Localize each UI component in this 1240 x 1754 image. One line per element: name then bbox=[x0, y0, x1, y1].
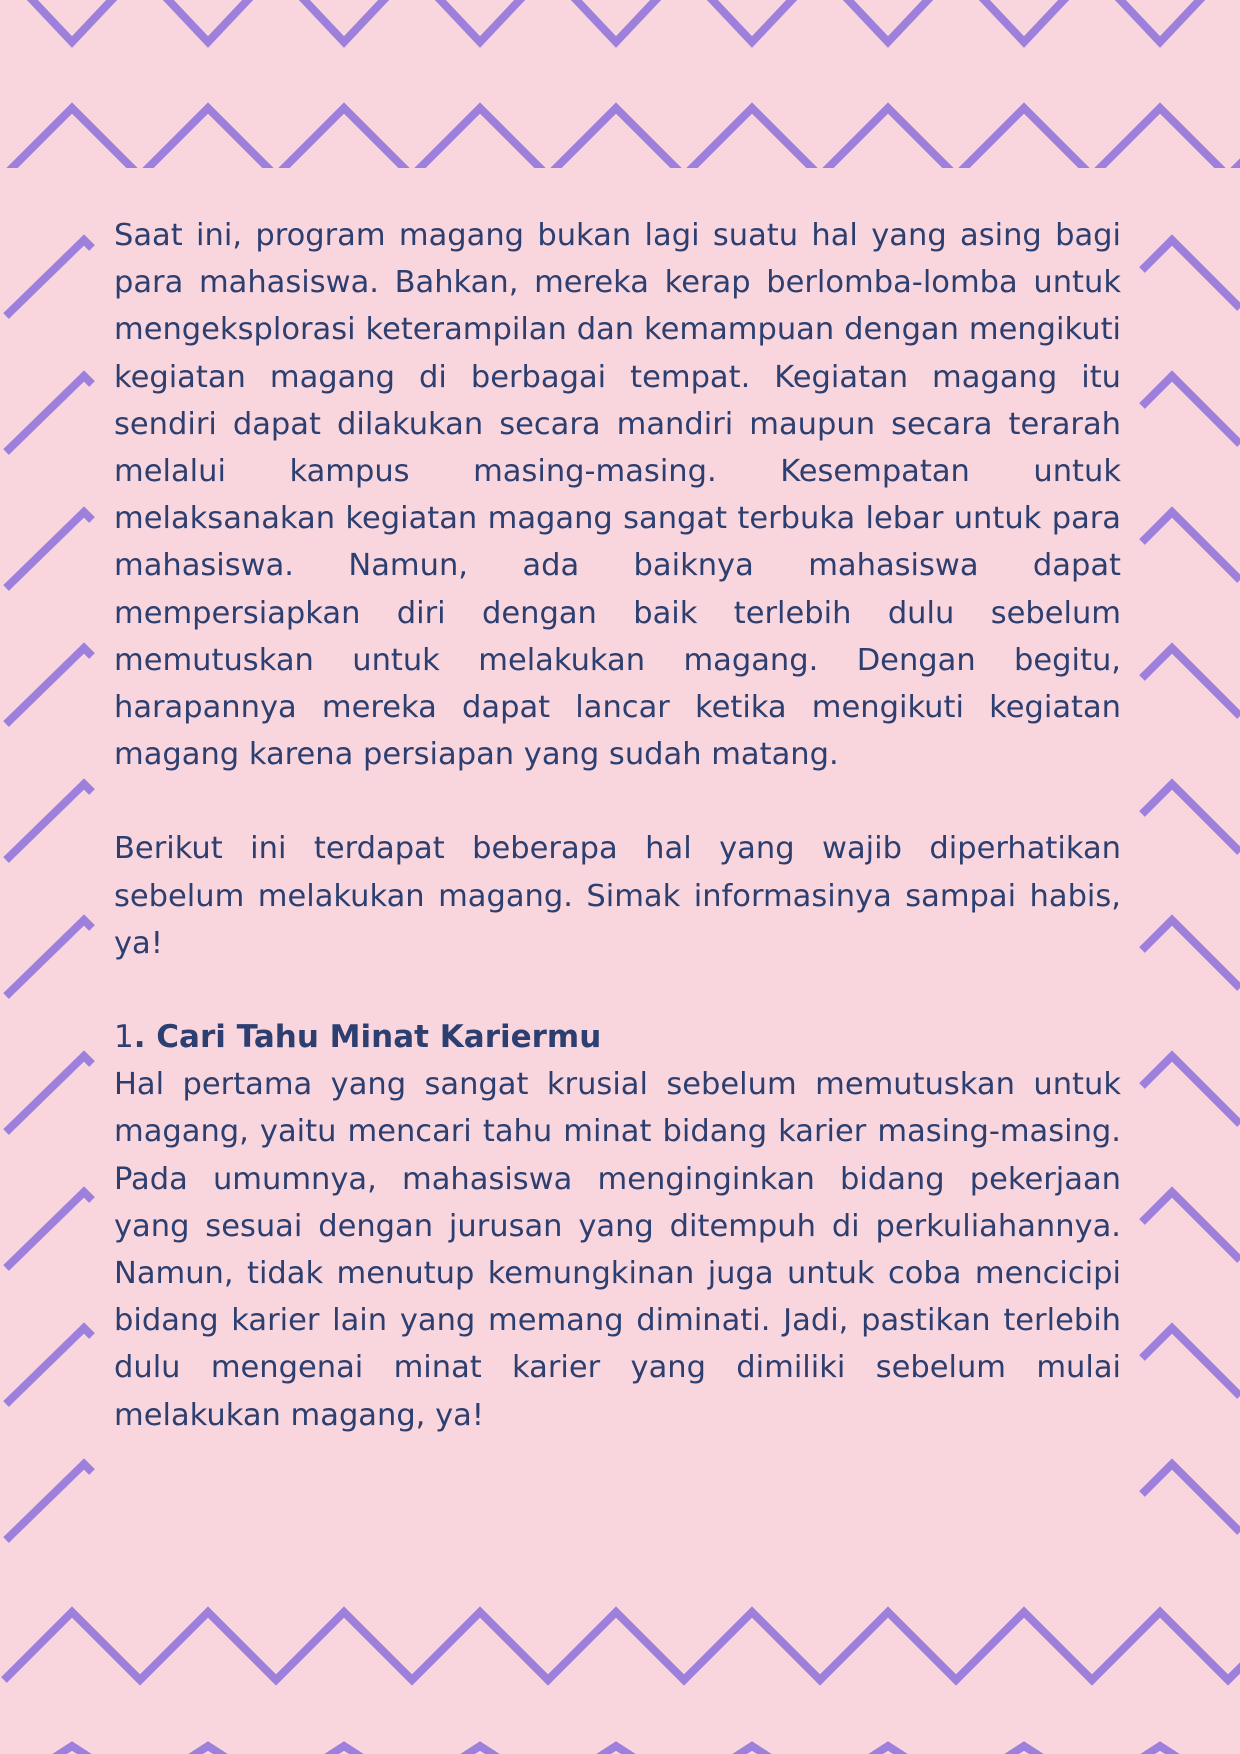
second-zigzag-line bbox=[4, 108, 1240, 176]
section-1-title: . Cari Tahu Minat Kariermu bbox=[133, 1019, 602, 1056]
last-zigzag-line bbox=[4, 1746, 1240, 1754]
paragraph-spacer bbox=[114, 967, 1121, 1014]
bottom-zigzag-line bbox=[4, 1612, 1240, 1680]
lead-paragraph: Berikut ini terdapat beberapa hal yang wajib diperhatikan sebelum melakukan magang. Simak informasinya sampai habis, ya! bbox=[114, 831, 1121, 961]
article-body bbox=[114, 212, 1121, 1439]
paragraph-spacer bbox=[114, 778, 1121, 825]
top-zigzag-line bbox=[4, 0, 1240, 42]
section-1-body: Hal pertama yang sangat krusial sebelum memutuskan untuk magang, yaitu mencari tahu minat bidang karier masing-masing. Pada umumnya, mahasiswa menginginkan bidang pekerjaan yang sesuai dengan jurusan yang ditempuh di perkuliahannya. Namun, tidak menutup kemungkinan juga untuk coba mencicipi bidang karier lain yang memang diminati. Jadi, pastikan terlebih dulu mengenai minat karier yang dimiliki sebelum mulai melakukan magang, ya! bbox=[114, 1067, 1121, 1433]
section-1-heading bbox=[114, 1014, 1121, 1061]
intro-paragraph: Saat ini, program magang bukan lagi suatu hal yang asing bagi para mahasiswa. Bahkan, mereka kerap berlomba-lomba untuk mengeksplorasi keterampilan dan kemampuan dengan mengikuti kegiatan magang di berbagai tempat. Kegiatan magang itu sendiri dapat dilakukan secara mandiri maupun secara terarah melalui kampus masing-masing. Kesempatan untuk melaksanakan kegiatan magang sangat terbuka lebar untuk para mahasiswa. Namun, ada baiknya mahasiswa dapat mempersiapkan diri dengan baik terlebih dulu sebelum memutuskan untuk melakukan magang. Dengan begitu, harapannya mereka dapat lancar ketika mengikuti kegiatan magang karena persiapan yang sudah matang. bbox=[114, 218, 1121, 773]
section-1-number: 1 bbox=[114, 1019, 134, 1056]
